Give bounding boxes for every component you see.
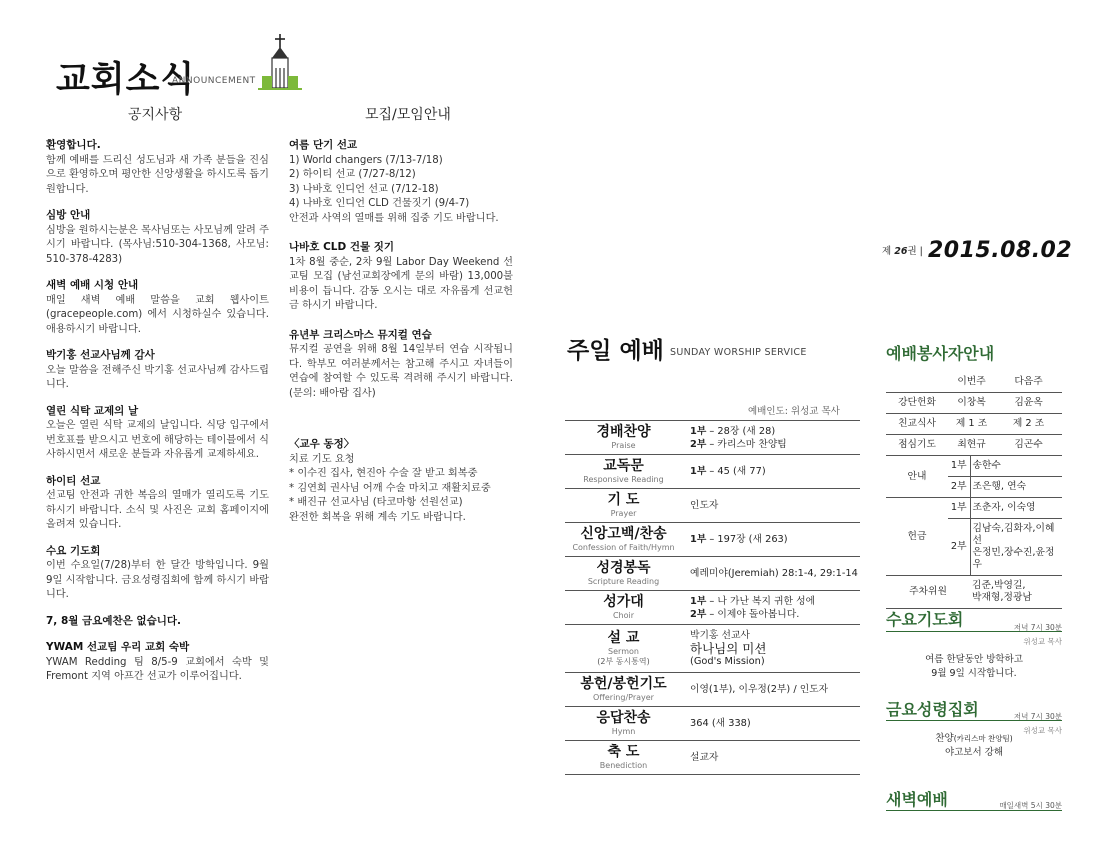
table-row: 성경봉독 Scripture Reading 예레미야(Jeremiah) 28:1-4, 29:1-14 xyxy=(565,557,860,591)
gatherings-heading: 모집/모임안내 xyxy=(365,107,451,123)
wednesday-title: 수요기도회 xyxy=(886,610,964,629)
table-row: 설 교 Sermon (2부 동시통역) 박기홍 선교사 하나님의 미션 (God's Mission) xyxy=(565,625,860,673)
table-row: 헌금 1부 조춘자, 이숙영 xyxy=(886,498,1062,519)
table-row: 경배찬양 Praise 1부 – 28장 (새 28) 2부 – 카리스마 찬양팀 xyxy=(565,421,860,455)
notices-heading: 공지사항 xyxy=(128,107,183,123)
table-row: 주차위원 김준,박영길, 박재형,정광남 xyxy=(886,576,1062,609)
notice-item: 새벽 예배 시청 안내 매일 새벽 예배 말씀을 교회 웹사이트 (gracepeople.com) 에서 시청하실수 있습니다. 애용하시기 바랍니다. xyxy=(46,279,269,335)
church-icon xyxy=(258,34,302,90)
members-news-section: 〈교우 동정〉 치료 기도 요청 * 이수진 집사, 현진아 수술 잘 받고 회복중 * 김연희 권사님 어깨 수술 마치고 재활치료중 * 배진규 선교사님 (타코마항 선원선교) 완전한 회복을 위해 계속 기도 바랍니다. xyxy=(289,438,491,523)
worship-order-table xyxy=(565,420,860,775)
notices-column xyxy=(46,138,269,696)
table-row: 2부 조은행, 연숙 xyxy=(886,477,1062,498)
table-row: 축 도 Benediction 설교자 xyxy=(565,741,860,775)
volume-label: 제 26권 | xyxy=(882,246,923,257)
gatherings-column xyxy=(289,138,513,536)
servants-table xyxy=(886,372,1062,609)
page-title: 교회소식 xyxy=(56,60,196,100)
friday-leader: 위성교 목사 xyxy=(1023,726,1062,735)
table-row: 신앙고백/찬송 Confession of Faith/Hymn 1부 – 197장 (새 263) xyxy=(565,523,860,557)
friday-note-line2: 야고보서 강해 xyxy=(944,747,1004,758)
table-row: 교독문 Responsive Reading 1부 – 45 (새 77) xyxy=(565,455,860,489)
wednesday-leader: 위성교 목사 xyxy=(1023,637,1062,646)
wednesday-note: 여름 한달동안 방학하고 9월 9일 시작합니다. xyxy=(925,654,1023,679)
notice-item: 하이티 선교 선교팀 안전과 귀한 복음의 열매가 열리도록 기도하시기 바랍니다. 소식 및 사진은 교회 홈페이지에 올려져 있습니다. xyxy=(46,474,269,530)
notice-item: 수요 기도회 이번 수요일(7/28)부터 한 달간 방학입니다. 9월 9일 시작합니다. 금요성령집회에 함께 하시기 바랍니다. xyxy=(46,544,269,600)
friday-note: 찬양(카리스마 찬양팀) xyxy=(935,733,1013,744)
bulletin-date: 2015.08.02 xyxy=(928,238,1073,263)
notice-item: YWAM 선교팀 우리 교회 숙박 YWAM Redding 팀 8/5-9 교회에서 숙박 및 Fremont 지역 아프간 선교가 이루어집니다. xyxy=(46,641,269,682)
table-row: 안내 1부 송한수 xyxy=(886,456,1062,477)
notice-item: 박기홍 선교사님께 감사 오늘 말씀을 전해주신 박기홍 선교사님께 감사드립니다. xyxy=(46,349,269,390)
friday-time: 저녁 7시 30분 xyxy=(1013,712,1062,721)
page-subtitle: ANNOUNCEMENT xyxy=(172,76,256,86)
table-row: 2부 김남숙,김화자,이혜선 은정민,장수진,윤정우 xyxy=(886,519,1062,576)
notice-item: 열린 식탁 교제의 날 오늘은 열린 식탁 교제의 날입니다. 식당 입구에서 번호표를 받으시고 번호에 해당하는 테이블에서 식사하시면서 새로운 분들과 자유롭게 교제하세요. xyxy=(46,404,269,460)
dawn-title: 새벽예배 xyxy=(886,790,948,809)
table-row: 기 도 Prayer 인도자 xyxy=(565,489,860,523)
navajo-section: 나바호 CLD 건물 짓기 1차 8월 중순, 2차 9월 Labor Day Weekend 선교팀 모집 (남선교회장에게 문의 바람) 13,000불 비용이 듭니다. 감동 오시는 대로 자유롭게 선교헌금 하시기 바랍니다. xyxy=(289,241,513,311)
table-row: 봉헌/봉헌기도 Offering/Prayer 이영(1부), 이우정(2부) / 인도자 xyxy=(565,673,860,707)
notice-item: 심방 안내 심방을 원하시는분은 목사님또는 사모님께 알려 주시기 바랍니다. (목사님:510-304-1368, 사모님: 510-378-4283) xyxy=(46,209,269,265)
table-row: 점심기도 최현규 김곤수 xyxy=(886,435,1062,456)
musical-section: 유년부 크리스마스 뮤지컬 연습 뮤지컬 공연을 위해 8월 14일부터 연습 시작됩니다. 학부모 여러분께서는 참고해 주시고 자녀들이 연습에 참여할 수 있도록 격려해 주시기 바랍니다. (문의: 배아람 집사) xyxy=(289,328,513,399)
servants-title: 예배봉사자안내 xyxy=(886,344,995,363)
worship-subtitle: SUNDAY WORSHIP SERVICE xyxy=(670,347,807,358)
table-row: 응답찬송 Hymn 364 (새 338) xyxy=(565,707,860,741)
worship-leader: 예배인도: 위성교 목사 xyxy=(748,406,840,417)
table-row: 이번주 다음주 xyxy=(886,372,1062,393)
dawn-time: 매일새벽 5시 30분 xyxy=(999,801,1062,810)
table-row: 성가대 Choir 1부 – 나 가난 복지 귀한 성에 2부 – 이제야 돌아봅니다. xyxy=(565,591,860,625)
table-row: 친교식사 제 1 조 제 2 조 xyxy=(886,414,1062,435)
table-row: 강단헌화 이창복 김윤옥 xyxy=(886,393,1062,414)
worship-title: 주일 예배 xyxy=(567,338,664,364)
summer-mission-section: 여름 단기 선교 1) World changers (7/13-7/18) 2) 하이티 선교 (7/27-8/12) 3) 나바호 인디언 선교 (7/12-18) 4) 나바호 인디언 CLD 건물짓기 (9/4-7) 안전과 사역의 열매를 위해 집중 기도 바랍니다. xyxy=(289,139,499,224)
notice-item: 환영합니다. 함께 예배를 드리신 성도님과 새 가족 분들을 진심으로 환영하오며 평안한 신앙생활을 하시도록 돕기 원합니다. xyxy=(46,139,269,195)
notice-item: 7, 8월 금요예찬은 없습니다. xyxy=(46,614,181,627)
friday-title: 금요성령집회 xyxy=(886,700,979,719)
sermon-title: 하나님의 미션 xyxy=(690,641,767,656)
wednesday-time: 저녁 7시 30분 xyxy=(1013,623,1062,632)
